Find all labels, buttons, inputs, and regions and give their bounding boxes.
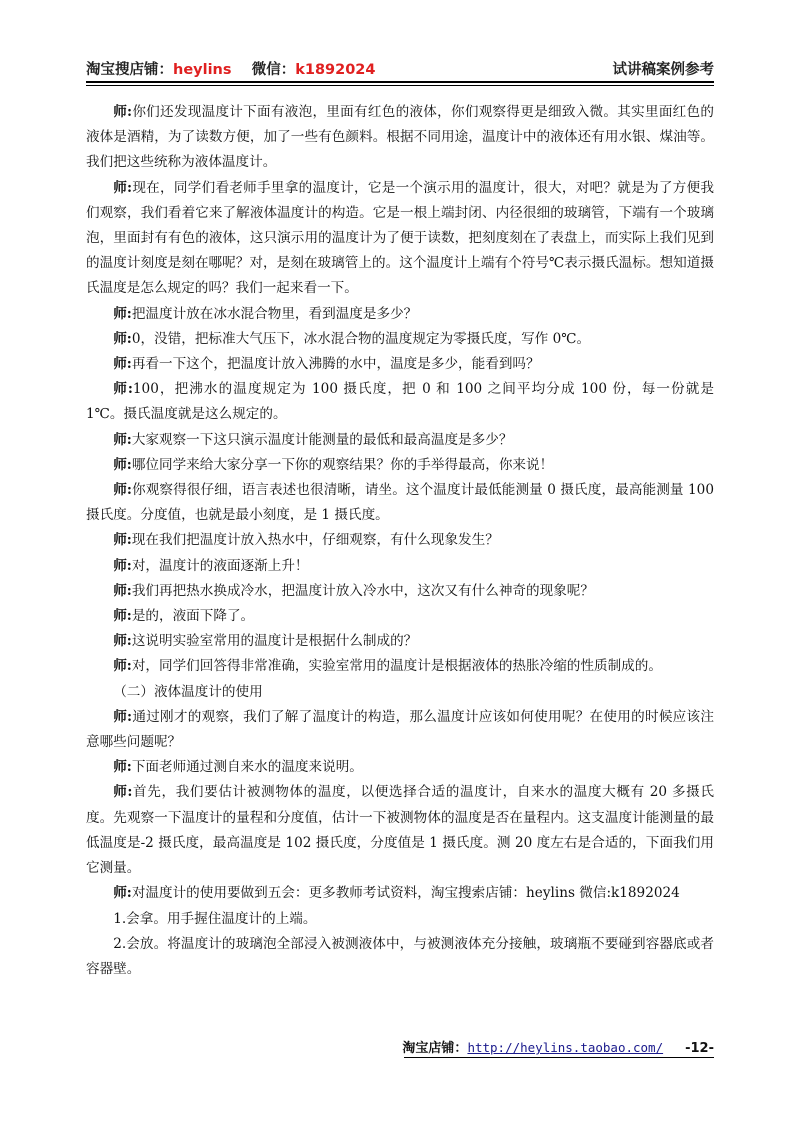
page-header (86, 48, 714, 82)
paragraph (86, 755, 714, 780)
speaker-label: 师: (113, 381, 133, 398)
speaker-label: 师: (113, 482, 132, 499)
speaker-label: 师: (113, 532, 132, 549)
paragraph-text: 对温度计的使用要做到五会：更多教师考试资料，淘宝搜索店铺：heylins 微信:k1892024 (131, 885, 680, 902)
header-shop-name: heylins (173, 62, 232, 78)
paragraph (86, 176, 714, 302)
footer-shop-link[interactable]: http://heylins.taobao.com/ (467, 1040, 664, 1055)
header-doc-title: 试讲稿案例参考 (612, 62, 714, 78)
paragraph-text: 我们再把热水换成冷水，把温度计放入冷水中，这次又有什么神奇的现象呢？ (131, 582, 594, 599)
header-shop-label: 淘宝搜店铺： (86, 62, 173, 78)
paragraph-text: 大家观察一下这只演示温度计能测量的最低和最高温度是多少？ (131, 431, 513, 448)
header-shop-info (86, 58, 376, 79)
paragraph (86, 478, 714, 528)
speaker-label: 师: (113, 330, 132, 347)
speaker-label: 师: (113, 456, 132, 473)
paragraph (86, 629, 714, 654)
paragraph-text: 再看一下这个，把温度计放入沸腾的水中，温度是多少，能看到吗？ (131, 356, 540, 373)
document-body (86, 100, 714, 982)
paragraph (86, 654, 714, 679)
speaker-label: 师: (113, 431, 132, 448)
paragraph-text: 现在，同学们看老师手里拿的温度计，它是一个演示用的温度计，很大，对吧？就是为了方便我们观察，我们看着它来了解液体温度计的构造。它是一根上端封闭、内径很细的玻璃管，下端有一个玻璃泡，里面封有有色的液体，这只演示用的温度计为了便于读数，把刻度刻在了表盘上，而实际上我们见到的温度计刻度是刻在哪呢？对，是刻在玻璃管上的。这个温度计上端有个符号℃表示摄氏温标。想知道摄氏温度是怎么规定的吗？我们一起来看一下。 (86, 179, 714, 297)
paragraph-text: 你观察得很仔细，语言表述也很清晰，请坐。这个温度计最低能测量 0 摄氏度，最高能测量 100 摄氏度。分度值，也就是最小刻度，是 1 摄氏度。 (86, 482, 714, 524)
paragraph (86, 932, 714, 982)
paragraph-text: 对，同学们回答得非常准确，实验室常用的温度计是根据液体的热胀冷缩的性质制成的。 (131, 658, 662, 675)
speaker-label: 师: (113, 179, 133, 196)
paragraph (86, 604, 714, 629)
paragraph (86, 528, 714, 553)
paragraph (86, 907, 714, 932)
paragraph-text: 1.会拿。用手握住温度计的上端。 (113, 910, 317, 927)
paragraph-text: 把温度计放在冰水混合物里，看到温度是多少？ (131, 305, 418, 322)
paragraph (86, 327, 714, 352)
speaker-label: 师: (113, 608, 132, 625)
paragraph-text: 下面老师通过测自来水的温度来说明。 (131, 759, 363, 776)
paragraph (86, 881, 714, 906)
speaker-label: 师: (113, 305, 132, 322)
footer-rule (404, 1057, 714, 1058)
speaker-label: 师: (113, 557, 132, 574)
footer-text (402, 1037, 714, 1056)
paragraph-text: 100，把沸水的温度规定为 100 摄氏度，把 0 和 100 之间平均分成 100 份，每一份就是 1℃。摄氏温度就是这么规定的。 (86, 381, 714, 423)
header-rule-thin (86, 85, 714, 86)
paragraph (86, 453, 714, 478)
speaker-label: 师: (113, 356, 132, 373)
paragraph (86, 428, 714, 453)
speaker-label: 师: (113, 885, 132, 902)
paragraph (86, 352, 714, 377)
paragraph-text: 是的，液面下降了。 (131, 608, 255, 625)
paragraph-text: 这说明实验室常用的温度计是根据什么制成的？ (131, 633, 418, 650)
paragraph-text: 现在我们把温度计放入热水中，仔细观察，有什么现象发生？ (131, 532, 499, 549)
paragraph-text: 对，温度计的液面逐渐上升！ (131, 557, 309, 574)
paragraph-text: 0，没错，把标准大气压下，冰水混合物的温度规定为零摄氏度，写作 0℃。 (131, 330, 591, 347)
page-number: -12- (685, 1041, 714, 1056)
header-rule-thick (86, 81, 714, 83)
header-wechat-id: k1892024 (295, 62, 376, 78)
paragraph (86, 302, 714, 327)
paragraph-text: 通过刚才的观察，我们了解了温度计的构造，那么温度计应该如何使用呢？在使用的时候应该注意哪些问题呢？ (86, 708, 714, 751)
speaker-label: 师: (113, 759, 132, 776)
speaker-label: 师: (113, 582, 132, 599)
paragraph-text: 2.会放。将温度计的玻璃泡全部浸入被测液体中，与被测液体充分接触，玻璃瓶不要碰到容器底或者容器壁。 (86, 935, 714, 977)
paragraph-text: 哪位同学来给大家分享一下你的观察结果？你的手举得最高，你来说！ (131, 456, 554, 473)
footer-label: 淘宝店铺： (402, 1041, 468, 1056)
speaker-label: 师: (113, 104, 133, 120)
paragraph (86, 780, 714, 881)
paragraph (86, 377, 714, 427)
paragraph (86, 705, 714, 755)
paragraph (86, 579, 714, 604)
paragraph-text: 首先，我们要估计被测物体的温度，以便选择合适的温度计，自来水的温度大概有 20 多摄氏度。先观察一下温度计的量程和分度值，估计一下被测物体的温度是否在量程内。这支温度计能测量的最低温度是-2 摄氏度，最高温度是 102 摄氏度，分度值是 1 摄氏度。测 20 度左右是合适的，下面我们用它测量。 (86, 784, 714, 877)
paragraph (86, 680, 714, 705)
paragraph-text: （二）液体温度计的使用 (113, 683, 263, 700)
speaker-label: 师: (113, 708, 133, 725)
paragraph-text: 你们还发现温度计下面有液泡，里面有红色的液体，你们观察得更是细致入微。其实里面红色的液体是酒精，为了读数方便，加了一些有色颜料。根据不同用途，温度计中的液体还有用水银、煤油等。我们把这些统称为液体温度计。 (86, 104, 714, 171)
speaker-label: 师: (113, 658, 132, 675)
speaker-label: 师: (113, 633, 132, 650)
paragraph (86, 554, 714, 579)
page-footer (86, 1033, 714, 1057)
paragraph (86, 100, 714, 176)
speaker-label: 师: (113, 784, 133, 801)
header-wechat-label: 微信： (251, 62, 296, 78)
